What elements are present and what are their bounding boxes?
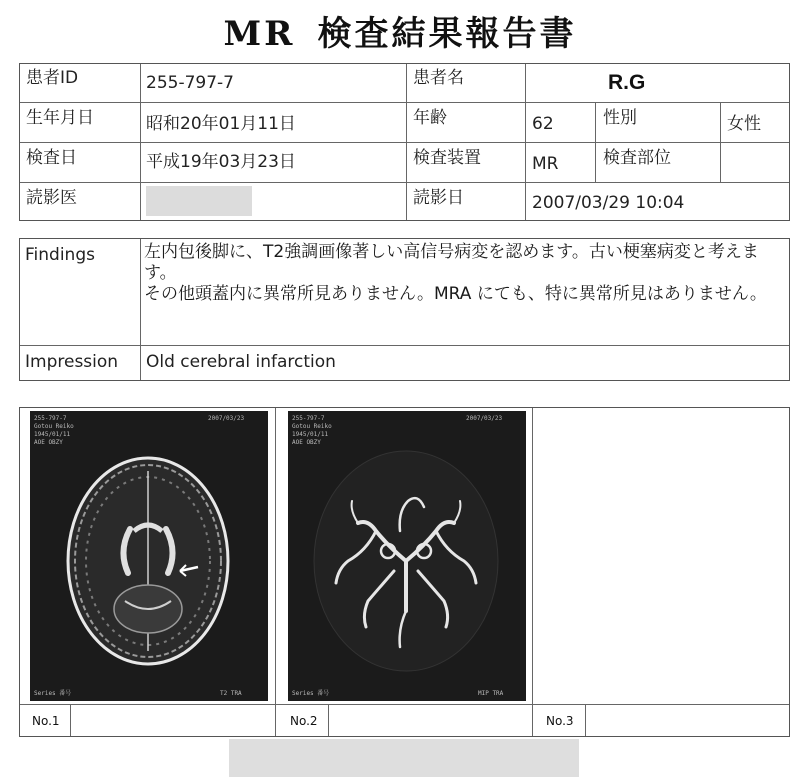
image-col-divider — [532, 408, 533, 736]
scan1-header-date: 2007/03/23 — [208, 415, 245, 422]
scan1-footer-seq: T2 TRA — [220, 690, 242, 697]
sex-value: 女性 — [727, 114, 761, 134]
image-caption-no2: No.2 — [290, 714, 318, 728]
mra-image — [288, 411, 526, 701]
patient-id-label: 患者ID — [26, 68, 79, 88]
sex-label: 性別 — [603, 108, 637, 128]
image-caption-no1: No.1 — [32, 714, 60, 728]
impression-label: Impression — [25, 352, 119, 372]
findings-table — [19, 238, 790, 381]
info-col-divider — [140, 64, 141, 220]
mri-axial-graphic — [30, 411, 268, 701]
info-row-divider — [20, 102, 789, 103]
caption-divider — [328, 704, 329, 736]
equipment-label: 検査装置 — [413, 148, 481, 168]
findings-col-divider — [140, 239, 141, 380]
age-value: 62 — [532, 114, 554, 134]
findings-text — [144, 242, 784, 305]
image-caption-no3: No.3 — [546, 714, 574, 728]
info-col-divider — [720, 102, 721, 182]
caption-divider — [585, 704, 586, 736]
footer-redaction — [229, 739, 579, 777]
impression-value: Old cerebral infarction — [146, 352, 336, 372]
exam-date-label: 検査日 — [26, 148, 77, 168]
image-panel-table — [19, 407, 790, 737]
patient-name-label: 患者名 — [413, 68, 464, 88]
scan1-header-id: 255-797-7 — [34, 415, 67, 422]
reading-date-value: 2007/03/29 10:04 — [532, 193, 685, 213]
equipment-value: MR — [532, 154, 559, 174]
findings-line-1: 左内包後脚に、T2強調画像著しい高信号病変を認めます。古い梗塞病変と考えます。 — [144, 242, 759, 283]
scan2-header-name: Gotou Reiko — [292, 423, 332, 430]
scan2-header-extra: AOE OBZY — [292, 439, 321, 446]
info-col-divider — [525, 64, 526, 220]
findings-row-divider — [20, 345, 789, 346]
scan2-header-dob: 1945/01/11 — [292, 431, 329, 438]
scan2-footer-seq: MIP TRA — [478, 690, 504, 697]
patient-name-value: R.G — [608, 71, 646, 94]
image-col-divider — [275, 408, 276, 736]
reading-date-label: 読影日 — [413, 188, 464, 208]
patient-id-value: 255-797-7 — [146, 73, 234, 93]
scan1-footer-series: Series 番号 — [34, 690, 72, 697]
image-row-divider — [20, 704, 789, 705]
scan1-header-dob: 1945/01/11 — [34, 431, 71, 438]
scan2-header-date: 2007/03/23 — [466, 415, 503, 422]
radiologist-label: 読影医 — [26, 188, 77, 208]
mra-graphic — [288, 411, 526, 701]
report-title — [0, 6, 800, 55]
caption-divider — [70, 704, 71, 736]
report-title-prefix: MR — [223, 14, 296, 54]
scan2-header-id: 255-797-7 — [292, 415, 325, 422]
report-title-text: 検査結果報告書 — [317, 14, 577, 54]
scan2-footer-series: Series 番号 — [292, 690, 330, 697]
scan1-header-extra: AOE OBZY — [34, 439, 63, 446]
age-label: 年齢 — [413, 108, 447, 128]
radiologist-redaction — [146, 186, 252, 216]
findings-label: Findings — [25, 245, 95, 265]
scan1-header-name: Gotou Reiko — [34, 423, 74, 430]
birthdate-value: 昭和20年01月11日 — [146, 114, 296, 134]
info-col-divider — [406, 64, 407, 220]
exam-site-label: 検査部位 — [603, 148, 671, 168]
info-col-divider — [595, 102, 596, 182]
findings-line-2: その他頭蓋内に異常所見ありません。MRA にても、特に異常所見はありません。 — [144, 284, 767, 304]
exam-date-value: 平成19年03月23日 — [146, 152, 296, 172]
info-row-divider — [20, 182, 789, 183]
patient-info-table — [19, 63, 790, 221]
birthdate-label: 生年月日 — [26, 108, 94, 128]
mri-axial-image — [30, 411, 268, 701]
info-row-divider — [20, 142, 789, 143]
